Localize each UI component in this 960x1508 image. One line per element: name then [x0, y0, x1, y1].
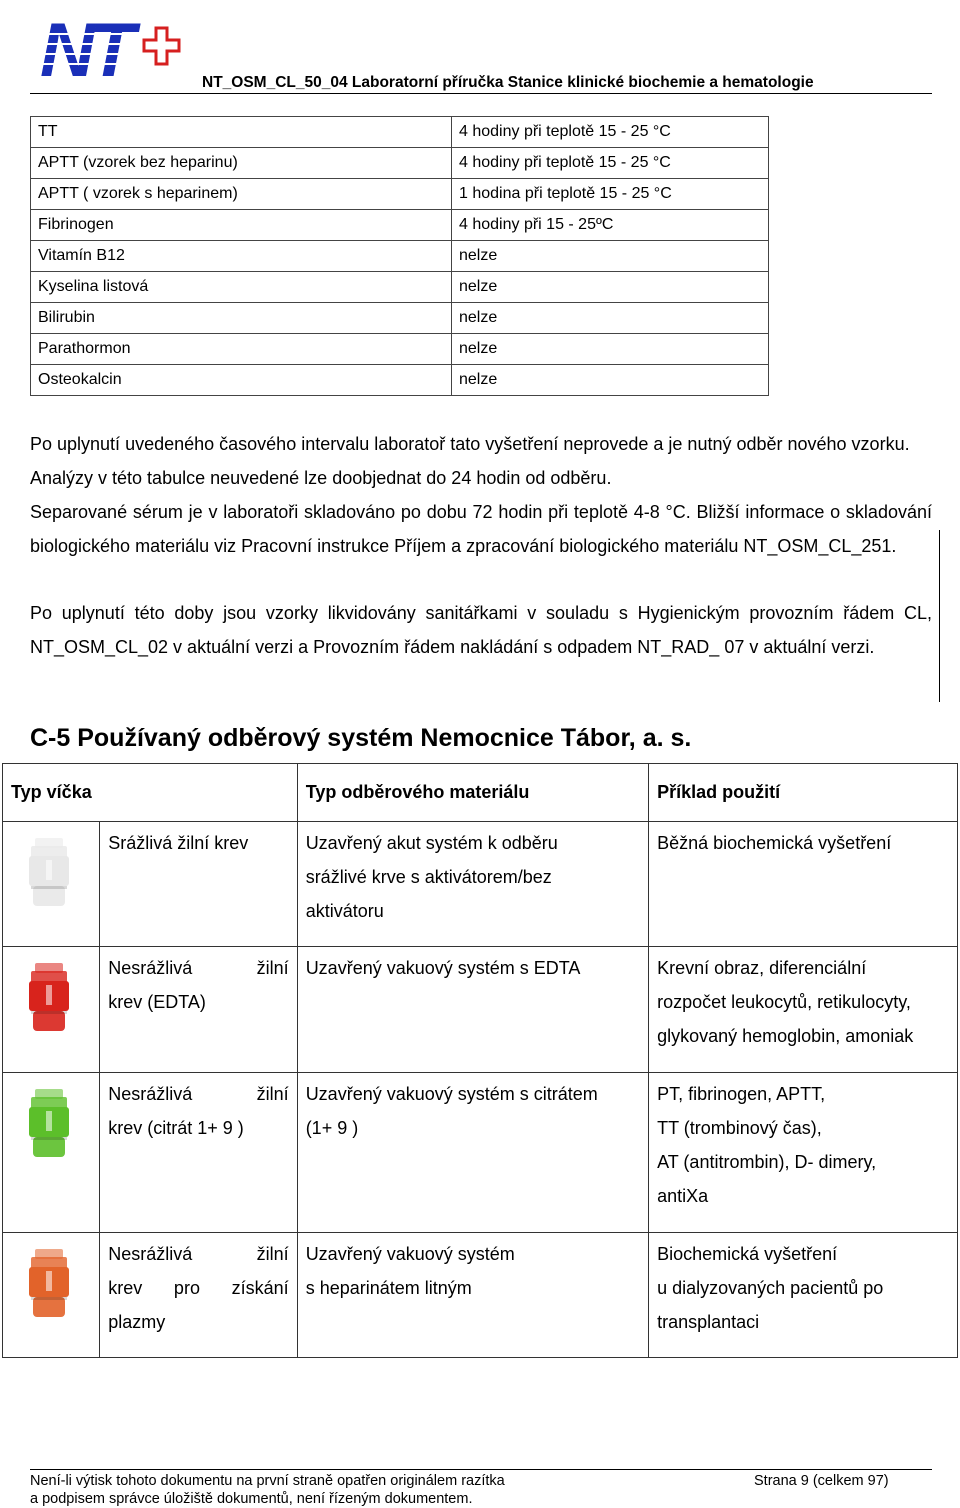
cell-line: Uzavřený vakuový systém	[305, 1244, 515, 1264]
cell-line: antiXa	[657, 1186, 709, 1206]
test-name-cell: APTT (vzorek bez heparinu)	[31, 148, 452, 179]
cap-icon-cell	[3, 1073, 100, 1233]
nt-plus-logo	[38, 14, 188, 84]
table-row	[3, 1233, 958, 1358]
cell-line: Nesrážlivá žilní	[108, 958, 289, 978]
storage-time-cell: 4 hodiny při teplotě 15 - 25 °C	[452, 148, 769, 179]
storage-time-cell: 4 hodiny při teplotě 15 - 25 °C	[452, 117, 769, 148]
footer-divider	[30, 1469, 932, 1470]
material-cell	[297, 947, 648, 1073]
page-number: Strana 9 (celkem 97)	[754, 1473, 889, 1489]
usage-cell	[649, 822, 958, 947]
table-row	[31, 272, 769, 303]
cell-line: krev pro získání	[108, 1278, 289, 1298]
cell-line: Uzavřený vakuový systém s citrátem	[305, 1084, 598, 1104]
cell-line: (1+ 9 )	[305, 1118, 359, 1138]
paragraph-interval: Po uplynutí uvedeného časového intervalu laboratoř tato vyšetření neprovede a je nutný odběr nového vzorku. Analýzy v této tabulce neuvedené lze doobjednat do 24 hodin od odběru.	[30, 434, 910, 488]
cell-line: Nesrážlivá žilní	[108, 1084, 289, 1104]
footer-notice	[30, 1472, 505, 1508]
document-title: NT_OSM_CL_50_04 Laboratorní příručka Stanice klinické biochemie a hematologie	[202, 74, 814, 91]
cell-line: PT, fibrinogen, APTT,	[657, 1084, 826, 1104]
cell-line: krev (EDTA)	[108, 992, 206, 1012]
storage-time-cell: 4 hodiny při 15 - 25ºC	[452, 210, 769, 241]
paragraph-disposal: Po uplynutí této doby jsou vzorky likvidovány sanitářkami v souladu s Hygienickým provozním řádem CL, NT_OSM_CL_02 v aktuální verzi a Provozním řádem nakládání s odpadem NT_RAD_ 07 v aktuální verzi.	[30, 603, 932, 657]
storage-time-cell: nelze	[452, 303, 769, 334]
header-cap-type: Typ víčka	[3, 764, 298, 822]
header-divider	[30, 93, 932, 94]
storage-time-cell: nelze	[452, 334, 769, 365]
header-usage-example: Příklad použití	[649, 764, 958, 822]
table-row	[3, 947, 958, 1073]
cell-line: AT (antitrombin), D- dimery,	[657, 1152, 877, 1172]
storage-time-cell: nelze	[452, 241, 769, 272]
table-header-row	[3, 764, 958, 822]
cell-line: Srážlivá žilní krev	[108, 833, 249, 853]
header-material-type: Typ odběrového materiálu	[297, 764, 648, 822]
test-name-cell: Fibrinogen	[31, 210, 452, 241]
blood-type-cell	[100, 1073, 297, 1233]
cell-line: s heparinátem litným	[305, 1278, 472, 1298]
table-row	[31, 241, 769, 272]
table-row	[3, 1073, 958, 1233]
svg-text:NT: NT	[40, 14, 130, 84]
cap-icon-cell	[3, 1233, 100, 1358]
usage-cell	[649, 1233, 958, 1358]
storage-time-cell: nelze	[452, 272, 769, 303]
cell-line: Uzavřený akut systém k odběru	[305, 833, 558, 853]
collection-system-body	[3, 822, 958, 1358]
cell-line: Krevní obraz, diferenciální	[657, 958, 867, 978]
table-row	[31, 117, 769, 148]
test-name-cell: APTT ( vzorek s heparinem)	[31, 179, 452, 210]
blood-type-cell	[100, 1233, 297, 1358]
footer-notice-line1: Není-li výtisk tohoto dokumentu na první straně opatřen originálem razítka	[30, 1473, 505, 1489]
cell-line: srážlivé krve s aktivátorem/bez	[305, 867, 552, 887]
cap-icon-cell	[3, 947, 100, 1073]
cell-line: Biochemická vyšetření	[657, 1244, 838, 1264]
test-name-cell: Bilirubin	[31, 303, 452, 334]
test-name-cell: Kyselina listová	[31, 272, 452, 303]
cell-line: glykovaný hemoglobin, amoniak	[657, 1026, 914, 1046]
table-row	[31, 303, 769, 334]
table-row	[31, 210, 769, 241]
test-name-cell: Osteokalcin	[31, 365, 452, 396]
cell-line: aktivátoru	[305, 901, 384, 921]
green-tube-cap-icon	[13, 1087, 85, 1163]
orange-tube-cap-icon	[13, 1247, 85, 1323]
table-row	[3, 822, 958, 947]
collection-system-table	[2, 763, 958, 1358]
table-row	[31, 179, 769, 210]
storage-time-table	[30, 116, 769, 396]
cell-line: Běžná biochemická vyšetření	[657, 833, 892, 853]
revision-bar	[939, 530, 940, 702]
storage-table-body	[31, 117, 769, 396]
white-tube-cap-icon	[13, 836, 85, 912]
material-cell	[297, 1073, 648, 1233]
storage-time-cell: nelze	[452, 365, 769, 396]
cell-line: Nesrážlivá žilní	[108, 1244, 289, 1264]
blood-type-cell	[100, 822, 297, 947]
cap-icon-cell	[3, 822, 100, 947]
test-name-cell: Vitamín B12	[31, 241, 452, 272]
cell-line: TT (trombinový čas),	[657, 1118, 822, 1138]
table-row	[31, 334, 769, 365]
table-row	[31, 365, 769, 396]
red-tube-cap-icon	[13, 961, 85, 1037]
page-header	[0, 0, 960, 96]
blood-type-cell	[100, 947, 297, 1073]
material-cell	[297, 1233, 648, 1358]
cell-line: plazmy	[108, 1312, 166, 1332]
cell-line: Uzavřený vakuový systém s EDTA	[305, 958, 581, 978]
usage-cell	[649, 947, 958, 1073]
test-name-cell: TT	[31, 117, 452, 148]
test-name-cell: Parathormon	[31, 334, 452, 365]
paragraph-serum-storage: Separované sérum je v laboratoři skladováno po dobu 72 hodin při teplotě 4-8 °C. Bližší informace o skladování biologického materiálu viz Pracovní instrukce Příjem a zpracování biologického materiálu NT_OSM_CL_251.	[30, 502, 932, 556]
usage-cell	[649, 1073, 958, 1233]
storage-time-cell: 1 hodina při teplotě 15 - 25 °C	[452, 179, 769, 210]
table-row	[31, 148, 769, 179]
cell-line: rozpočet leukocytů, retikulocyty,	[657, 992, 911, 1012]
footer-notice-line2: a podpisem správce úložiště dokumentů, není řízeným dokumentem.	[30, 1491, 473, 1507]
section-title: C-5 Používaný odběrový systém Nemocnice Tábor, a. s.	[30, 724, 692, 752]
cell-line: krev (citrát 1+ 9 )	[108, 1118, 244, 1138]
material-cell	[297, 822, 648, 947]
cell-line: transplantaci	[657, 1312, 760, 1332]
cell-line: u dialyzovaných pacientů po	[657, 1278, 884, 1298]
